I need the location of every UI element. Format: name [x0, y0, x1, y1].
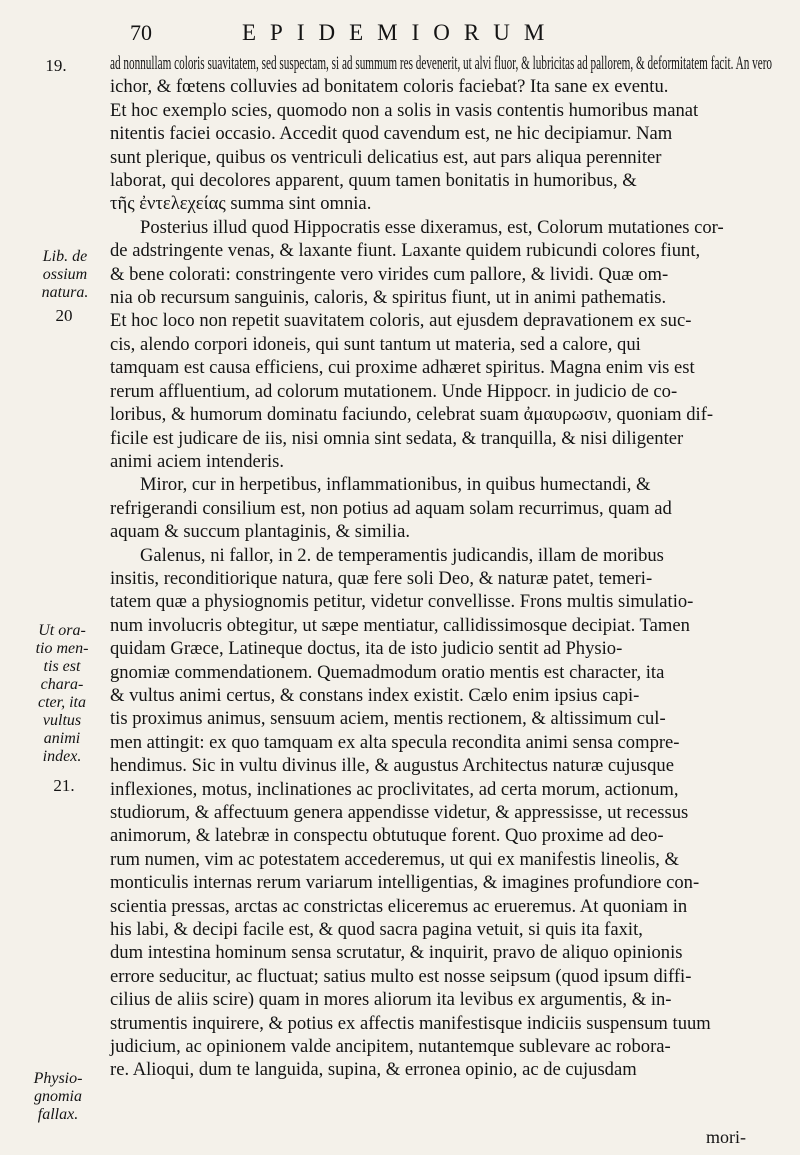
- text-line: errore seducitur, ac fluctuat; satius multo est nosse seipsum (quod ipsum diffi-: [110, 965, 692, 987]
- text-line: Et hoc loco non repetit suavitatem coloris, aut ejusdem depravationem ex suc-: [110, 310, 692, 332]
- page-header: [0, 20, 800, 50]
- text-line: refrigerandi consilium est, non potius ad aquam solam recurrimus, quam ad: [110, 497, 672, 519]
- text-line: Posterius illud quod Hippocratis esse dixeramus, est, Colorum mutationes cor-: [140, 216, 724, 238]
- text-line: tatem quæ a physiognomis petitur, videtur convellisse. Frons multis simulatio-: [110, 591, 694, 613]
- body-text: [110, 52, 772, 1082]
- text-line: & bene colorati: constringente vero virides cum pallore, & lividi. Quæ om-: [110, 263, 669, 285]
- margin-note-line: cter, ita: [38, 694, 86, 711]
- text-line: nitentis faciei occasio. Accedit quod cavendum est, ne hic decipiamur. Nam: [110, 123, 673, 145]
- text-line: loribus, & humorum dominatu faciundo, celebrat suam ἀμαυρωσιν, quoniam dif-: [110, 404, 714, 426]
- text-line: Galenus, ni fallor, in 2. de temperamentis judicandis, illam de moribus: [140, 544, 664, 566]
- text-line: τῆς ἐντελεχείας summa sint omnia.: [110, 193, 372, 215]
- text-line: scientia pressas, arctas ac constrictas eliceremus ac erueremus. At quoniam in: [110, 895, 688, 917]
- margin-note-line: tis est: [43, 658, 81, 675]
- margin-note-physiognomia: [22, 1070, 94, 1124]
- text-line: ichor, & fœtens colluvies ad bonitatem coloris faciebat? Ita sane ex eventu.: [110, 76, 669, 98]
- text-line: dum intestina hominum sensa scrutatur, & inquirit, pravo de aliquo opinionis: [110, 942, 683, 964]
- text-line: rum numen, vim ac potestatem accederemus, ut qui ex manifestis lineolis, &: [110, 848, 680, 870]
- text-line: gnomiæ commendationem. Quemadmodum oratio mentis est character, ita: [110, 661, 665, 683]
- text-line: tamquam est causa efficiens, cui proxime adhæret spiritus. Magna enim vis est: [110, 357, 695, 379]
- text-line: insitis, reconditiorique natura, quæ fere soli Deo, & naturæ patet, temeri-: [110, 567, 653, 589]
- text-line: sunt plerique, quibus os ventriculi delicatius est, aut pars aliqua perenniter: [110, 146, 662, 168]
- margin-note-line: vultus: [42, 712, 82, 729]
- margin-note-line: index.: [42, 748, 82, 765]
- margin-note-line: chara-: [40, 676, 84, 693]
- margin-note-line: Ut ora-: [38, 622, 86, 639]
- margin-notes: [0, 0, 100, 1155]
- text-line: laborat, qui decolores apparent, quum tamen bonitatis in humoribus, &: [110, 170, 637, 192]
- text-line: his labi, & decipi facile est, & quod sacra pagina vetuit, si quis ita faxit,: [110, 919, 643, 941]
- text-line: animi aciem intenderis.: [110, 450, 284, 472]
- margin-note-line: animi: [43, 730, 81, 747]
- running-title: EPIDEMIORUM: [242, 20, 559, 45]
- text-line: Miror, cur in herpetibus, inflammationibus, in quibus humectandi, &: [140, 474, 651, 496]
- text-line: men attingit: ex quo tamquam ex alta specula recondita animi sensa compre-: [110, 731, 680, 753]
- margin-note-line: tio men-: [35, 640, 89, 657]
- text-line: hendimus. Sic in vultu divinus ille, & augustus Architectus naturæ cujusque: [110, 755, 674, 777]
- text-line: tis proximus animus, sensuum aciem, mentis rectionem, & altissimum cul-: [110, 708, 666, 730]
- paragraph-21: [110, 544, 772, 1082]
- margin-number-21: 21.: [53, 776, 75, 795]
- text-line: de adstringente venas, & laxante fiunt. Laxante quidem rubicundi colores fiunt,: [110, 240, 701, 262]
- text-line: ad nonnullam coloris suavitatem, sed suspectam, si ad summum res devenerit, ut alvi fluor, & lubricitas ad pallorem, & deformitatem facit. An vero: [110, 53, 773, 74]
- text-line: cilius de aliis scire) quam in mores aliorum ita levibus ex argumentis, & in-: [110, 989, 672, 1011]
- text-line: quidam Græce, Latineque doctus, ita de isto judicio sentit ad Physio-: [110, 638, 623, 660]
- paragraph-miror: [110, 473, 772, 543]
- margin-note-line: gnomia: [34, 1088, 82, 1105]
- margin-number-19: 19.: [45, 56, 67, 75]
- margin-note-line: ossium: [42, 266, 88, 283]
- text-line: studiorum, & affectuum genera appendisse videtur, & appressisse, ut recessus: [110, 802, 689, 823]
- text-line: monticulis internas rerum variarum intelligentias, & imagines profundiore con-: [110, 872, 700, 894]
- text-line: animorum, & latebræ in conspectu obtutuque forent. Quo proxime ad deo-: [110, 825, 664, 847]
- catchword: mori-: [706, 1127, 746, 1147]
- text-line: nia ob recursum sanguinis, caloris, & spiritus fiunt, ut in animi pathematis.: [110, 287, 667, 309]
- page-number: 70: [130, 20, 152, 45]
- text-line: strumentis inquirere, & potius ex affectis manifestisque indiciis suspensum tuum: [110, 1012, 711, 1034]
- margin-note-line: Physio-: [33, 1070, 83, 1087]
- margin-number-20: 20: [55, 306, 73, 325]
- text-line: inflexiones, motus, inclinationes ac proclivitates, ad certa morum, actionum,: [110, 778, 679, 800]
- text-line: judicium, ac opinionem valde ancipitem, nutantemque sublevare ac robora-: [110, 1036, 671, 1058]
- margin-note-ut-oratio: [26, 622, 98, 766]
- text-line: cis, alendo corpori idoneis, qui sunt tantum ut materia, sed a calore, qui: [110, 333, 641, 355]
- text-line: rerum affluentium, ad colorum mutationem. Unde Hippocr. in judicio de co-: [110, 380, 678, 402]
- margin-note-line: Lib. de: [42, 248, 88, 265]
- paragraph-20: [110, 216, 772, 473]
- text-line: re. Alioqui, dum te languida, supina, & erronea opinio, ac de cujusdam: [110, 1059, 637, 1081]
- paragraph-19: [110, 52, 772, 216]
- margin-note-line: natura.: [41, 284, 89, 301]
- margin-note-line: fallax.: [37, 1106, 79, 1123]
- text-line: num involucris obtegitur, ut sæpe mentiatur, callidissimosque decipiat. Tamen: [110, 614, 690, 636]
- margin-note-lib-de-ossium: [30, 248, 100, 302]
- text-line: ficile est judicare de iis, nisi omnia sint sedata, & tranquilla, & nisi diligenter: [110, 427, 684, 449]
- text-line: Et hoc exemplo scies, quomodo non a solis in vasis contentis humoribus manat: [110, 99, 699, 121]
- text-line: & vultus animi certus, & constans index existit. Cælo enim ipsius capi-: [110, 684, 640, 706]
- text-line: aquam & succum plantaginis, & similia.: [110, 521, 411, 543]
